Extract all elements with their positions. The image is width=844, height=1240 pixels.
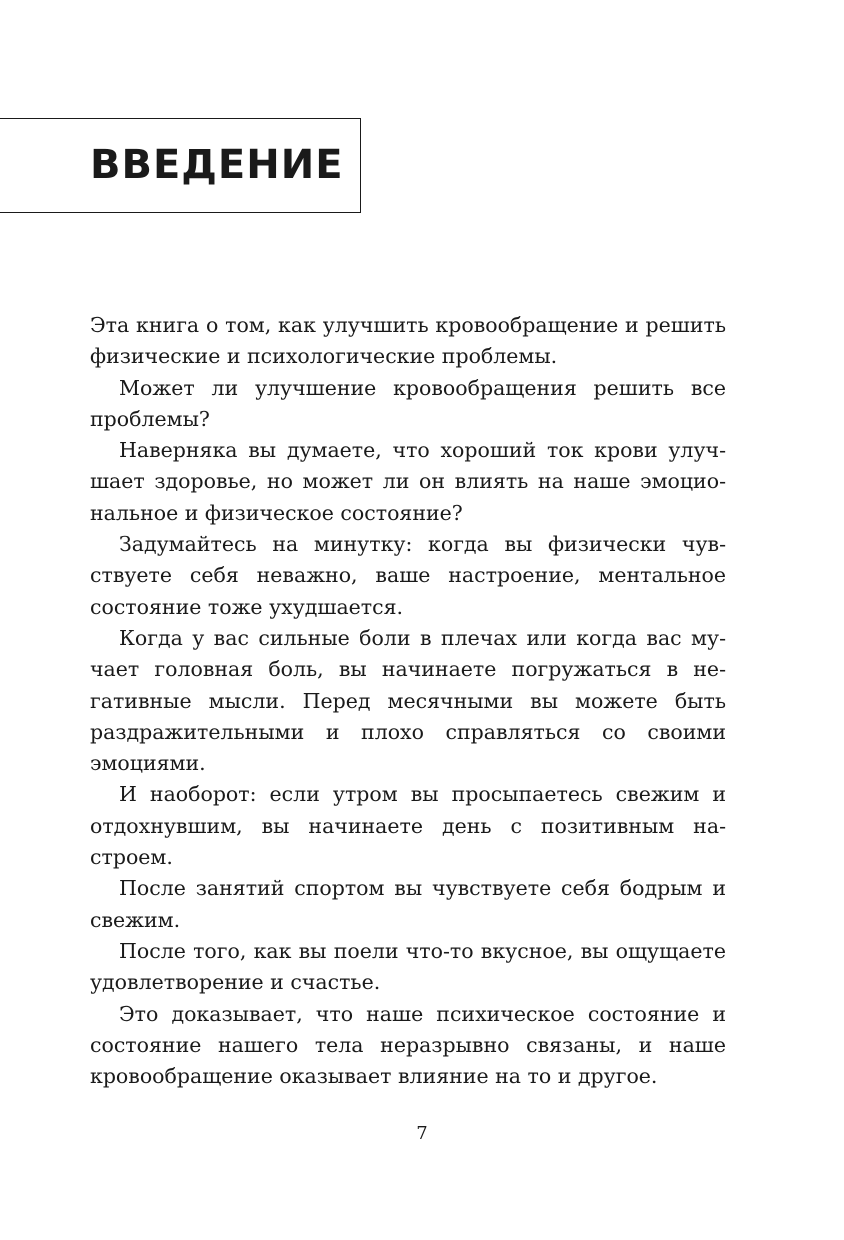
paragraph: После того, как вы поели что-то вкусное, вы ощущаете удовлетворение и счастье. — [90, 938, 726, 995]
paragraph: Эта книга о том, как улучшить кровообращение и решить физические и психологические проблемы. — [90, 313, 726, 369]
paragraph: Наверняка вы думаете, что хороший ток крови улучшает здоровье, но может ли он влиять на наше эмоциональное и физическое состояние? — [90, 438, 726, 525]
paragraph: Задумайтесь на минутку: когда вы физически чувствуете себя неважно, ваше настроение, ментальное состояние тоже ухудшается. — [90, 532, 726, 619]
paragraph: И наоборот: если утром вы просыпаетесь свежим и отдохнувшим, вы начинаете день с позитивным настроем. — [90, 782, 726, 870]
paragraph: После занятий спортом вы чувствуете себя бодрым и свежим. — [90, 876, 726, 932]
page-number: 7 — [416, 1123, 428, 1144]
paragraph: Может ли улучшение кровообращения решить все проблемы? — [90, 375, 726, 431]
paragraph: Это доказывает, что наше психическое состояние и состояние нашего тела неразрывно связаны, и наше кровообращение оказывает влияние на то и другое. — [90, 1001, 726, 1089]
chapter-title: ВВЕДЕНИЕ — [90, 142, 344, 188]
body-text — [90, 310, 726, 1092]
paragraph: Когда у вас сильные боли в плечах или когда вас мучает головная боль, вы начинаете погружаться в негативные мысли. Перед месячными вы можете быть раздражительными и плохо справляться со своими эмоциями. — [90, 625, 726, 776]
